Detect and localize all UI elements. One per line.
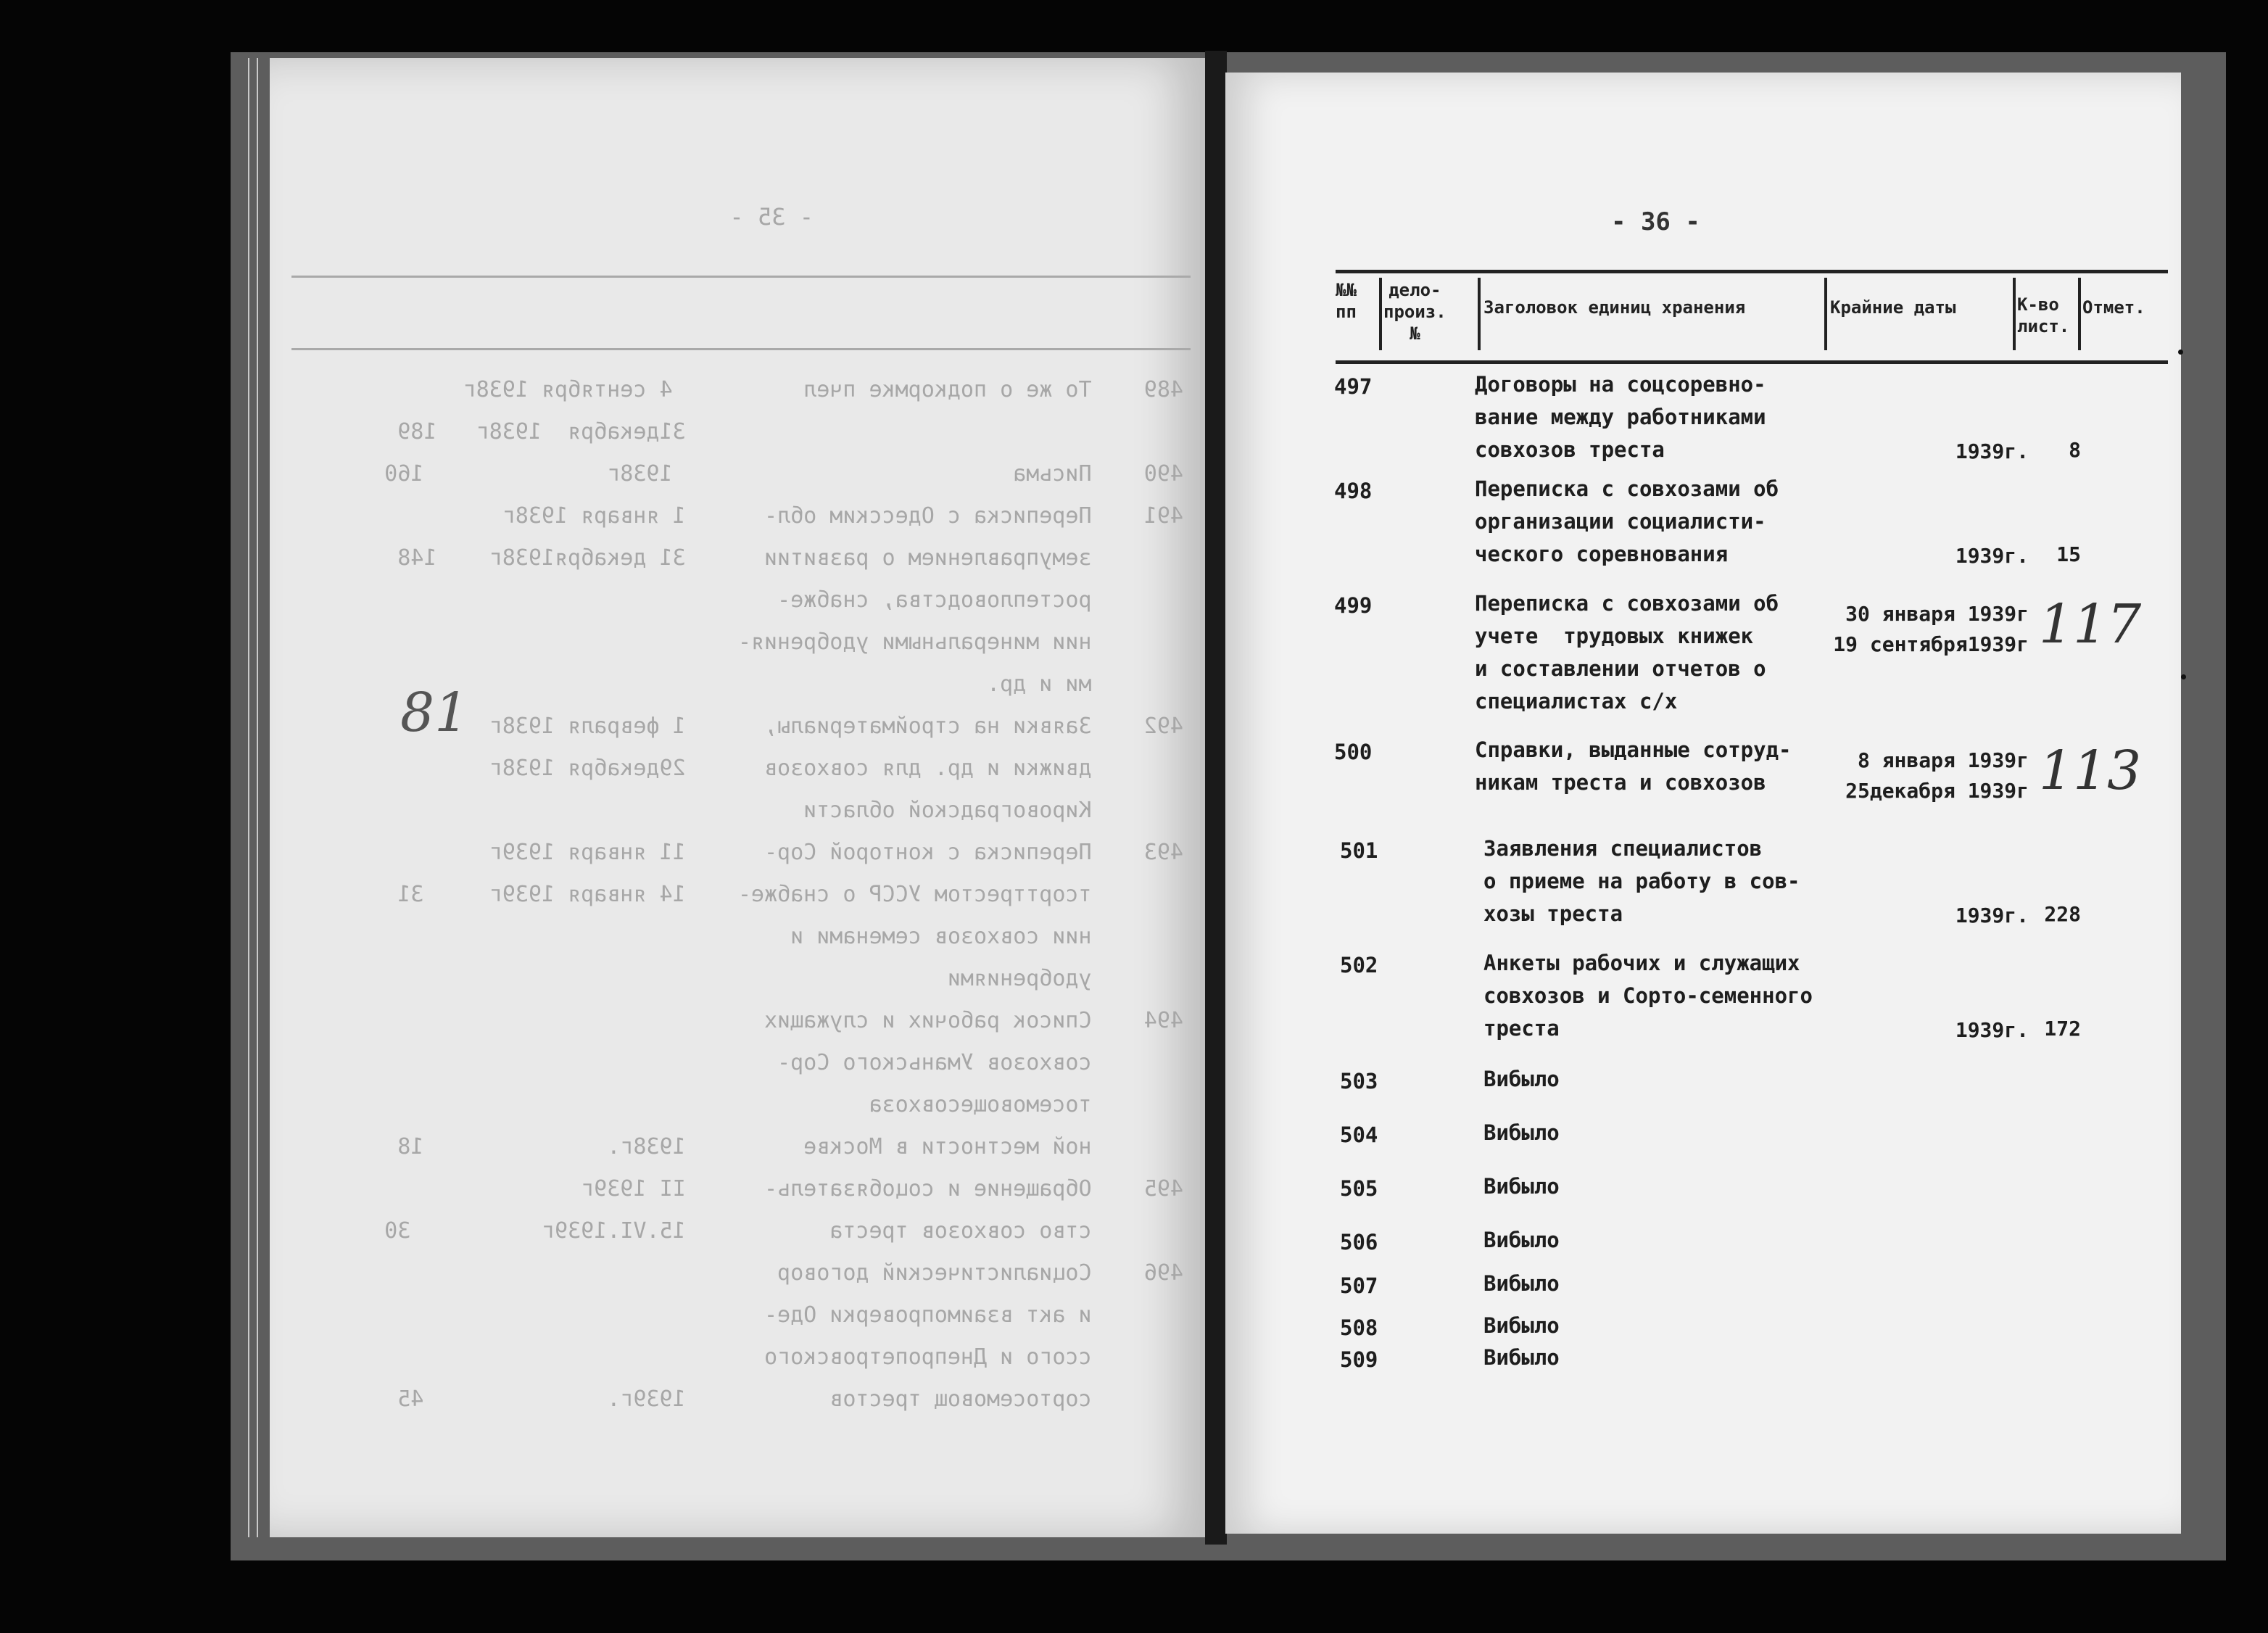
- handwritten-sheet-count: 117: [2039, 593, 2142, 656]
- row-title: Вибыло: [1483, 1313, 1560, 1338]
- ghost-line: сортосемовощ трестов 1939г. 45: [397, 1386, 1183, 1412]
- ghost-line: 491 Переписка с Одесским обл- 1 января 1938г: [502, 503, 1183, 529]
- row-number: 508: [1340, 1315, 1378, 1340]
- row-sheets: 228: [2044, 902, 2081, 926]
- row-number: 501: [1340, 838, 1378, 863]
- row-title: Вибыло: [1483, 1120, 1560, 1145]
- ghost-line: 495 Обращение и соцобязатель- II 1939г: [581, 1176, 1183, 1202]
- col-case-header: дело- произ. №: [1383, 280, 1447, 344]
- margin-mark: [2178, 350, 2183, 355]
- row-title: Вибыло: [1483, 1067, 1560, 1091]
- ghost-line: удобрениями: [947, 966, 1183, 991]
- column-separator: [2013, 278, 2016, 350]
- ghost-line: 31декабря 1938г 189: [397, 419, 1183, 445]
- row-title: Договоры на соцсоревно- вание между работниками совхозов треста: [1475, 372, 1766, 462]
- row-dates: 1939г.: [1955, 439, 2029, 463]
- ghost-line: 496 Социалистический договор: [777, 1260, 1183, 1286]
- page-edge: [257, 58, 258, 1537]
- row-title: Вибыло: [1483, 1345, 1560, 1370]
- column-separator: [1379, 278, 1382, 350]
- row-title: Переписка с совхозами об учете трудовых книжек и составлении отчетов о специалистах с/х: [1475, 591, 1779, 714]
- col-title-header: Заголовок единиц хранения: [1483, 297, 1746, 318]
- row-sheets: 15: [2056, 542, 2081, 566]
- left-page-mirrored-text: [270, 58, 1205, 1537]
- left-page-number: - 35 -: [729, 203, 814, 231]
- column-separator: [1824, 278, 1827, 350]
- ghost-line: ссого и Днепропетровского: [764, 1344, 1183, 1370]
- handwritten-sheet-count: 113: [2039, 740, 2142, 802]
- row-number: 497: [1334, 374, 1373, 399]
- ghost-line: Кировоградской области: [803, 798, 1183, 823]
- row-dates: 30 января 1939г 19 сентября1939г: [1833, 602, 2029, 656]
- col-num-header: №№ пп: [1336, 280, 1357, 322]
- ghost-line: ной местности в Москве 1938г. 18: [397, 1134, 1183, 1159]
- book-gutter: [1205, 51, 1227, 1545]
- ghost-line: ми и др.: [987, 671, 1183, 697]
- left-handwritten-note: 81: [400, 682, 469, 744]
- row-number: 504: [1340, 1123, 1378, 1147]
- row-sheets: 8: [2069, 438, 2081, 462]
- table-header: [1336, 270, 2168, 364]
- row-dates: 1939г.: [1955, 544, 2029, 568]
- row-sheets: 172: [2044, 1017, 2081, 1041]
- ghost-line: ство совхозов треста 15.VI.1939г 30: [384, 1218, 1183, 1244]
- row-number: 498: [1334, 479, 1373, 503]
- row-number: 502: [1340, 953, 1378, 977]
- margin-mark: [2181, 674, 2186, 679]
- row-dates: 1939г.: [1955, 1018, 2029, 1042]
- ghost-line: 490 Письма 1938г 160: [384, 461, 1183, 487]
- ghost-line: 494 Список рабочих и служащих: [764, 1008, 1183, 1033]
- row-number: 509: [1340, 1347, 1378, 1372]
- row-title: Анкеты рабочих и служащих совхозов и Сорто-семенного треста: [1483, 951, 1813, 1041]
- left-table-top-rule: [291, 276, 1191, 278]
- ghost-line: совхозов Уманьского Сор-: [777, 1050, 1183, 1075]
- row-title: Переписка с совхозами об организации социалисти- ческого соревнования: [1475, 476, 1779, 566]
- row-number: 507: [1340, 1273, 1378, 1298]
- row-number: 499: [1334, 593, 1373, 618]
- row-title: Справки, выданные сотруд- никам треста и совхозов: [1475, 737, 1792, 795]
- row-dates: 1939г.: [1955, 904, 2029, 927]
- row-title: Вибыло: [1483, 1174, 1560, 1199]
- ghost-line: тосемовощесовхоза: [869, 1092, 1183, 1117]
- page-number: - 36 -: [1611, 207, 1700, 236]
- page-edge: [248, 58, 249, 1537]
- row-number: 505: [1340, 1176, 1378, 1201]
- row-title: Вибыло: [1483, 1271, 1560, 1296]
- ghost-line: и акт взаимопроверки Оде-: [764, 1302, 1183, 1328]
- ghost-line: земуправлением о развитии 31 декабря1938г 148: [397, 545, 1183, 571]
- row-number: 500: [1334, 740, 1373, 764]
- row-dates: 8 января 1939г 25декабря 1939г: [1845, 748, 2029, 803]
- ghost-line: ростепловодства, снабже-: [777, 587, 1183, 613]
- column-separator: [2078, 278, 2081, 350]
- row-number: 506: [1340, 1230, 1378, 1254]
- col-note-header: Отмет.: [2082, 297, 2145, 318]
- col-dates-header: Крайние даты: [1830, 297, 1956, 318]
- row-title: Вибыло: [1483, 1228, 1560, 1252]
- ghost-line: 493 Переписка с конторой Сор- 11 января 1939г: [489, 840, 1183, 865]
- col-sheets-header: К-во лист.: [2017, 294, 2070, 336]
- left-table-header-rule: [291, 348, 1191, 350]
- ghost-line: тсорттрестом УССР о снабже- 14 января 1939г 31: [397, 882, 1183, 907]
- left-page: [270, 58, 1205, 1537]
- row-title: Заявления специалистов о приеме на работу в сов- хозы треста: [1483, 836, 1800, 926]
- ghost-line: движки и др. для совхозов 29декабря 1938г: [489, 756, 1183, 781]
- ghost-line: 492 Заявки на стройматериалы, 1 февраля 1938г: [489, 714, 1183, 739]
- ghost-line: 489 То же о подкормке пчел 4 сентября 1938г: [463, 377, 1183, 402]
- column-separator: [1478, 278, 1481, 350]
- row-number: 503: [1340, 1069, 1378, 1094]
- ghost-line: нии минеральными удобрения-: [737, 629, 1183, 655]
- ghost-line: нии совхозов семенами и: [790, 924, 1183, 949]
